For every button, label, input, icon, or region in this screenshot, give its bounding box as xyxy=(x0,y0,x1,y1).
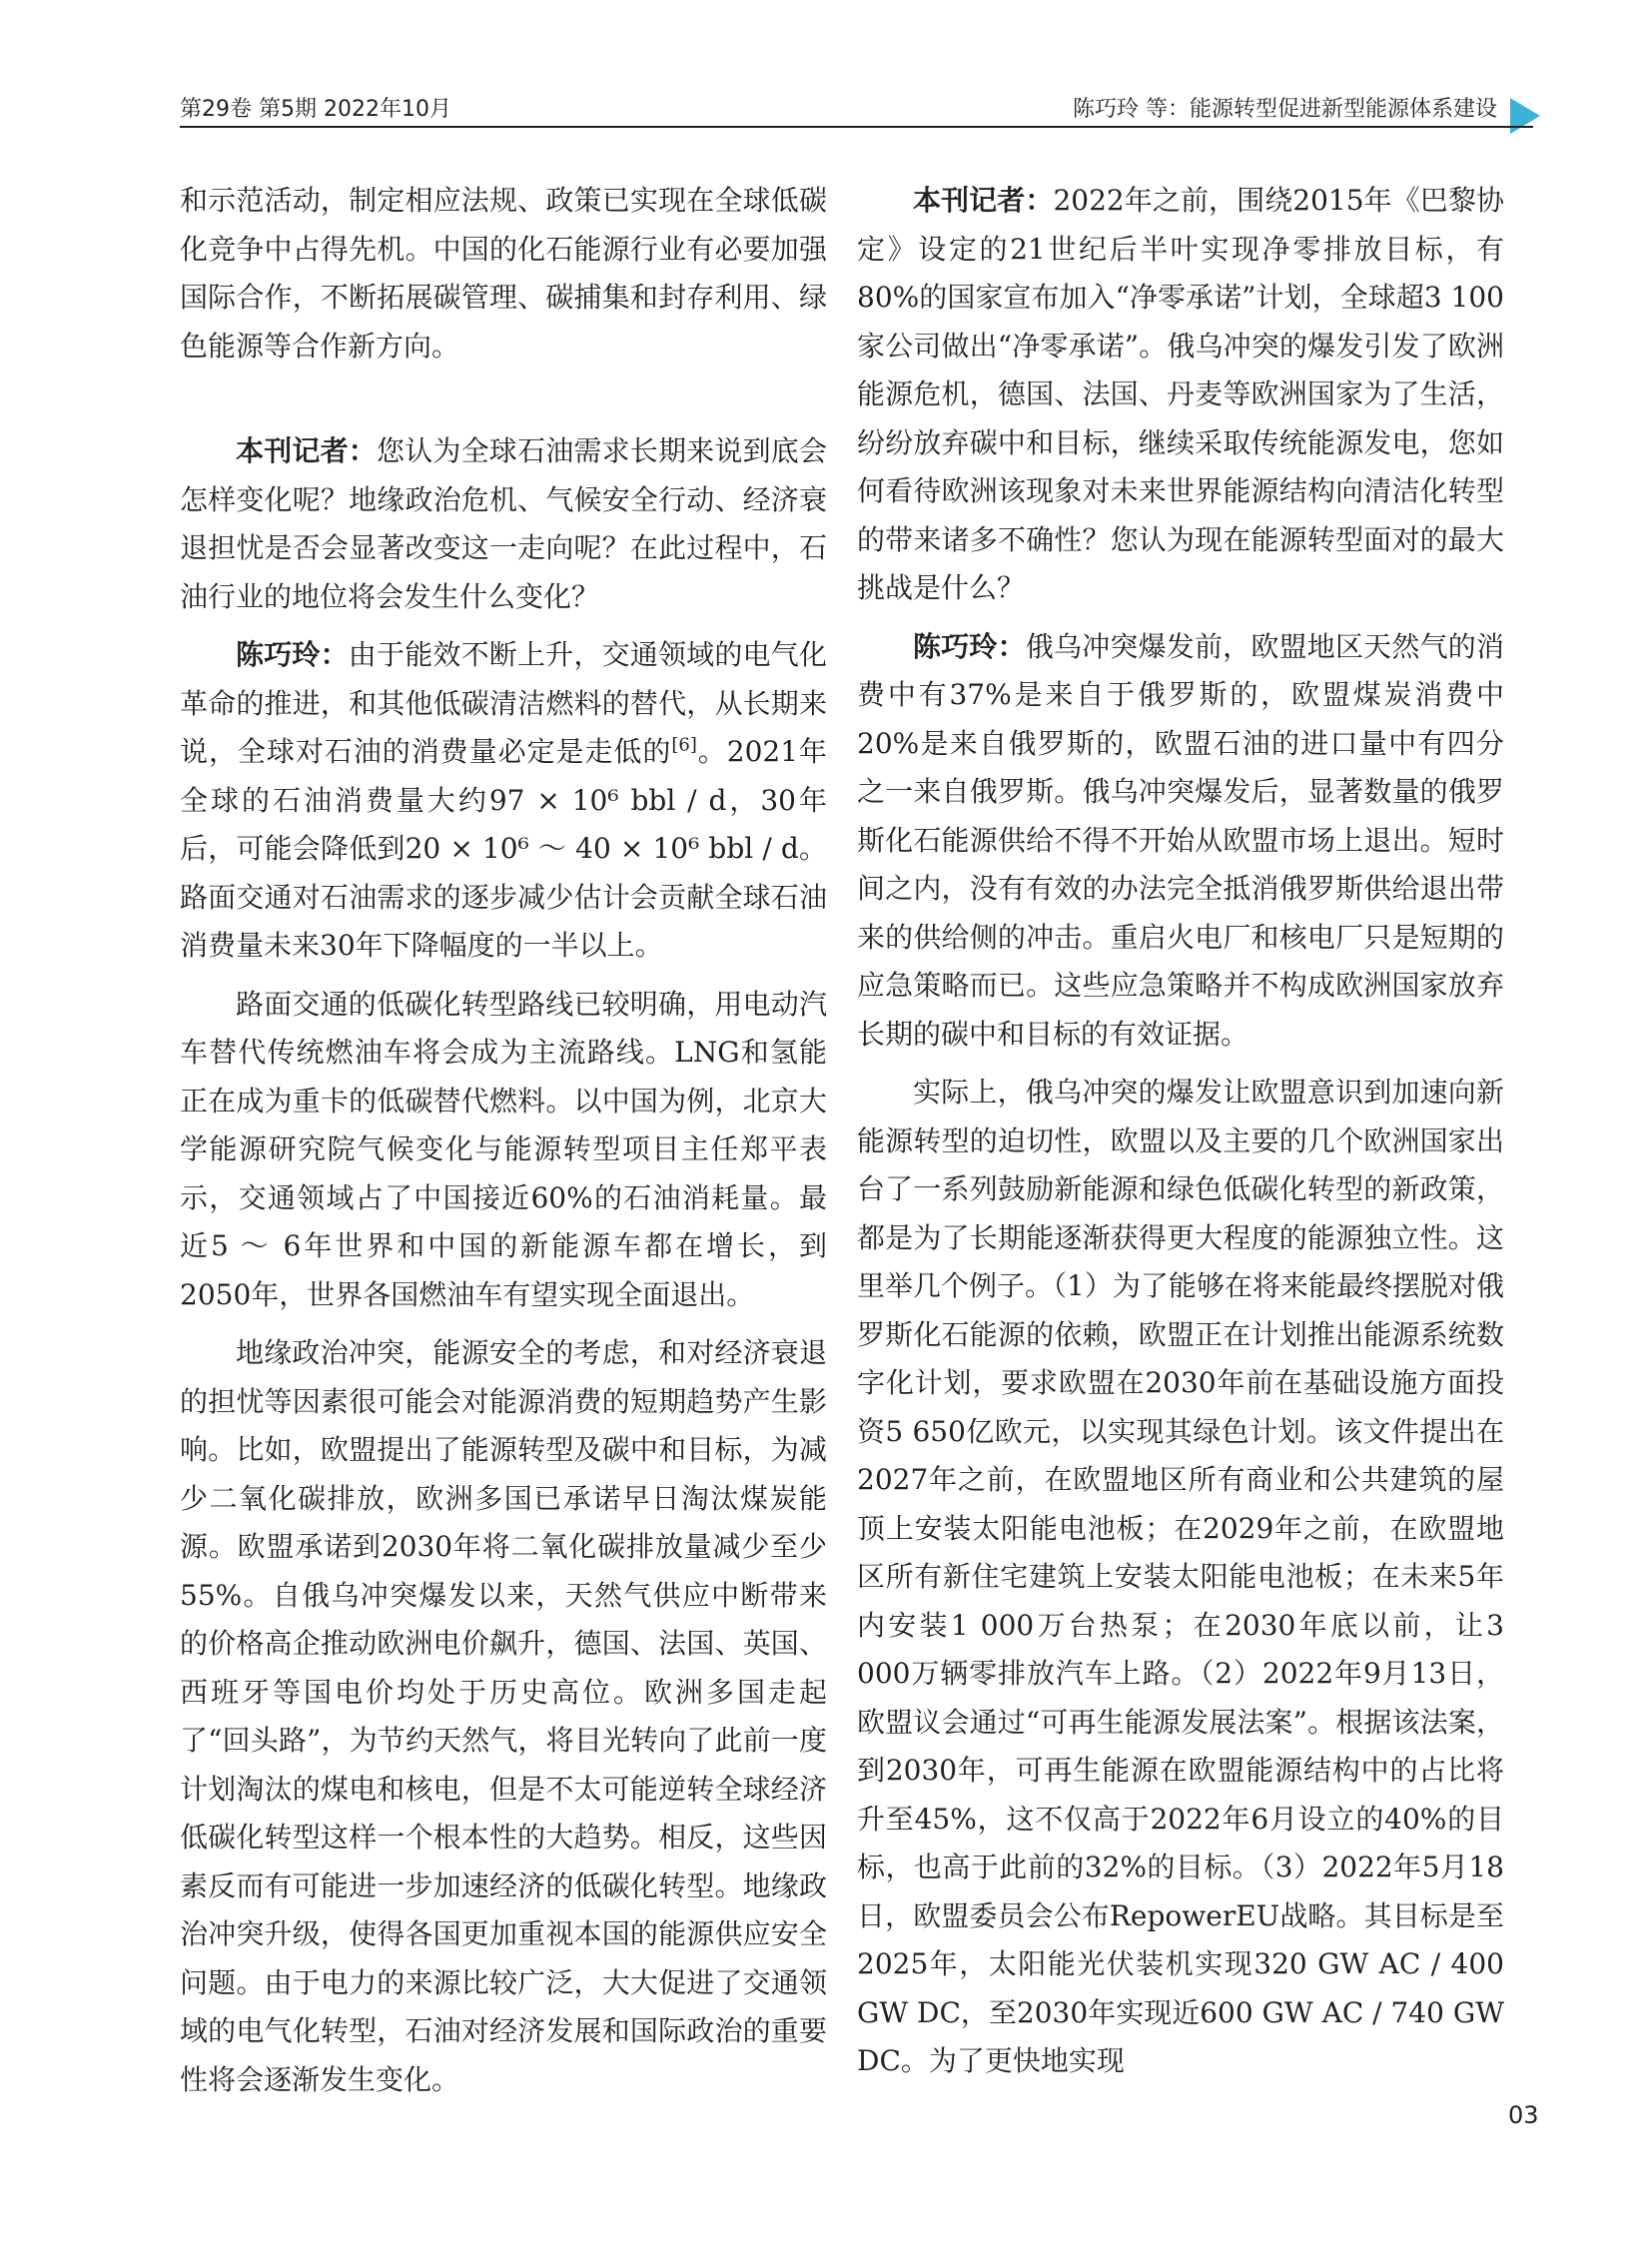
interview-question xyxy=(857,177,1504,613)
interview-answer xyxy=(180,631,827,971)
journal-issue-info: 第29卷 第5期 2022年10月 xyxy=(180,97,451,122)
answer-text: 俄乌冲突爆发前，欧盟地区天然气的消费中有37%是来自于俄罗斯的，欧盟煤炭消费中20%是来自俄罗斯的，欧盟石油的进口量中有四分之一来自俄罗斯。俄乌冲突爆发后，显著数量的俄罗斯化石能源供给不得不开始从欧盟市场上退出。短时间之内，没有有效的办法完全抵消俄罗斯供给退出带来的供给侧的冲击。重启火电厂和核电厂只是短期的应急策略而已。这些应急策略并不构成欧洲国家放弃长期的碳中和目标的有效证据。 xyxy=(857,629,1504,1051)
paragraph: 和示范活动，制定相应法规、政策已实现在全球低碳化竞争中占得先机。中国的化石能源行业有必要加强国际合作，不断拓展碳管理、碳捕集和封存利用、绿色能源等合作新方向。 xyxy=(180,184,827,363)
page-number: 03 xyxy=(1508,2101,1539,2129)
question-text: 您认为全球石油需求长期来说到底会怎样变化呢？地缘政治危机、气候安全行动、经济衰退担忧是否会显著改变这一走向呢？在此过程中，石油行业的地位将会发生什么变化？ xyxy=(180,434,827,613)
answer-text: 由于能效不断上升，交通领域的电气化革命的推进，和其他低碳清洁燃料的替代，从长期来说，全球对石油的消费量必定是走低的 xyxy=(180,638,827,768)
speaker-label: 本刊记者： xyxy=(913,184,1054,217)
paragraph: 路面交通的低碳化转型路线已较明确，用电动汽车替代传统燃油车将会成为主流路线。LNG和氢能正在成为重卡的低碳替代燃料。以中国为例，北京大学能源研究院气候变化与能源转型项目主任郑平表示，交通领域占了中国接近60%的石油消耗量。最近5 ～ 6年世界和中国的新能源车都在增长，到2050年，世界各国燃油车有望实现全面退出。 xyxy=(180,987,827,1311)
paragraph: 实际上，俄乌冲突的爆发让欧盟意识到加速向新能源转型的迫切性，欧盟以及主要的几个欧洲国家出台了一系列鼓励新能源和绿色低碳化转型的新政策，都是为了长期能逐渐获得更大程度的能源独立性。这里举几个例子。（1）为了能够在将来能最终摆脱对俄罗斯化石能源的依赖，欧盟正在计划推出能源系统数字化计划，要求欧盟在2030年前在基础设施方面投资5 650亿欧元，以实现其绿色计划。该文件提出在2027年之前，在欧盟地区所有商业和公共建筑的屋顶上安装太阳能电池板；在2029年之前，在欧盟地区所有新住宅建筑上安装太阳能电池板；在未来5年内安装1 000万台热泵；在2030年底以前，让3 000万辆零排放汽车上路。（2）2022年9月13日，欧盟议会通过“可再生能源发展法案”。根据该法案，到2030年，可再生能源在欧盟能源结构中的占比将升至45%，这不仅高于2022年6月设立的40%的目标，也高于此前的32%的目标。（3）2022年5月18日，欧盟委员会公布RepowerEU战略。其目标是至2025年，太阳能光伏装机实现320 GW AC / 400 GW DC，至2030年实现近600 GW AC / 740 GW DC。为了更快地实现 xyxy=(857,1076,1504,2077)
citation-ref: [6] xyxy=(671,734,697,756)
speaker-label: 本刊记者： xyxy=(236,434,377,467)
left-column xyxy=(180,177,827,2104)
interview-answer xyxy=(857,623,1504,1060)
answer-text: 。2021年全球的石油消费量大约97 × 10⁶ bbl / d，30年后，可能会降低到20 × 10⁶ ～ 40 × 10⁶ bbl / d。路面交通对石油需求的逐步减少估计会贡献全球石油消费量未来30年下降幅度的一半以上。 xyxy=(180,735,827,962)
speaker-label: 陈巧玲： xyxy=(236,638,349,671)
right-column xyxy=(857,177,1504,2086)
question-text: 2022年之前，围绕2015年《巴黎协定》设定的21世纪后半叶实现净零排放目标，有80%的国家宣布加入“净零承诺”计划，全球超3 100家公司做出“净零承诺”。俄乌冲突的爆发引发了欧洲能源危机，德国、法国、丹麦等欧洲国家为了生活，纷纷放弃碳中和目标，继续采取传统能源发电，您如何看待欧洲该现象对未来世界能源结构向清洁化转型的带来诸多不确性？您认为现在能源转型面对的最大挑战是什么？ xyxy=(857,184,1504,604)
paragraph: 地缘政治冲突，能源安全的考虑，和对经济衰退的担忧等因素很可能会对能源消费的短期趋势产生影响。比如，欧盟提出了能源转型及碳中和目标，为减少二氧化碳排放，欧洲多国已承诺早日淘汰煤炭能源。欧盟承诺到2030年将二氧化碳排放量减少至少55%。自俄乌冲突爆发以来，天然气供应中断带来的价格高企推动欧洲电价飙升，德国、法国、英国、西班牙等国电价均处于历史高位。欧洲多国走起了“回头路”，为节约天然气，将目光转向了此前一度计划淘汰的煤电和核电，但是不太可能逆转全球经济低碳化转型这样一个根本性的大趋势。相反，这些因素反而有可能进一步加速经济的低碳化转型。地缘政治冲突升级，使得各国更加重视本国的能源供应安全问题。由于电力的来源比较广泛，大大促进了交通领域的电气化转型，石油对经济发展和国际政治的重要性将会逐渐发生变化。 xyxy=(180,1336,827,2096)
running-title: 陈巧玲 等：能源转型促进新型能源体系建设 xyxy=(1073,97,1497,122)
header-rule xyxy=(180,126,1533,128)
interview-question xyxy=(180,427,827,621)
header-accent-triangle xyxy=(1510,98,1540,134)
speaker-label: 陈巧玲： xyxy=(913,629,1026,663)
